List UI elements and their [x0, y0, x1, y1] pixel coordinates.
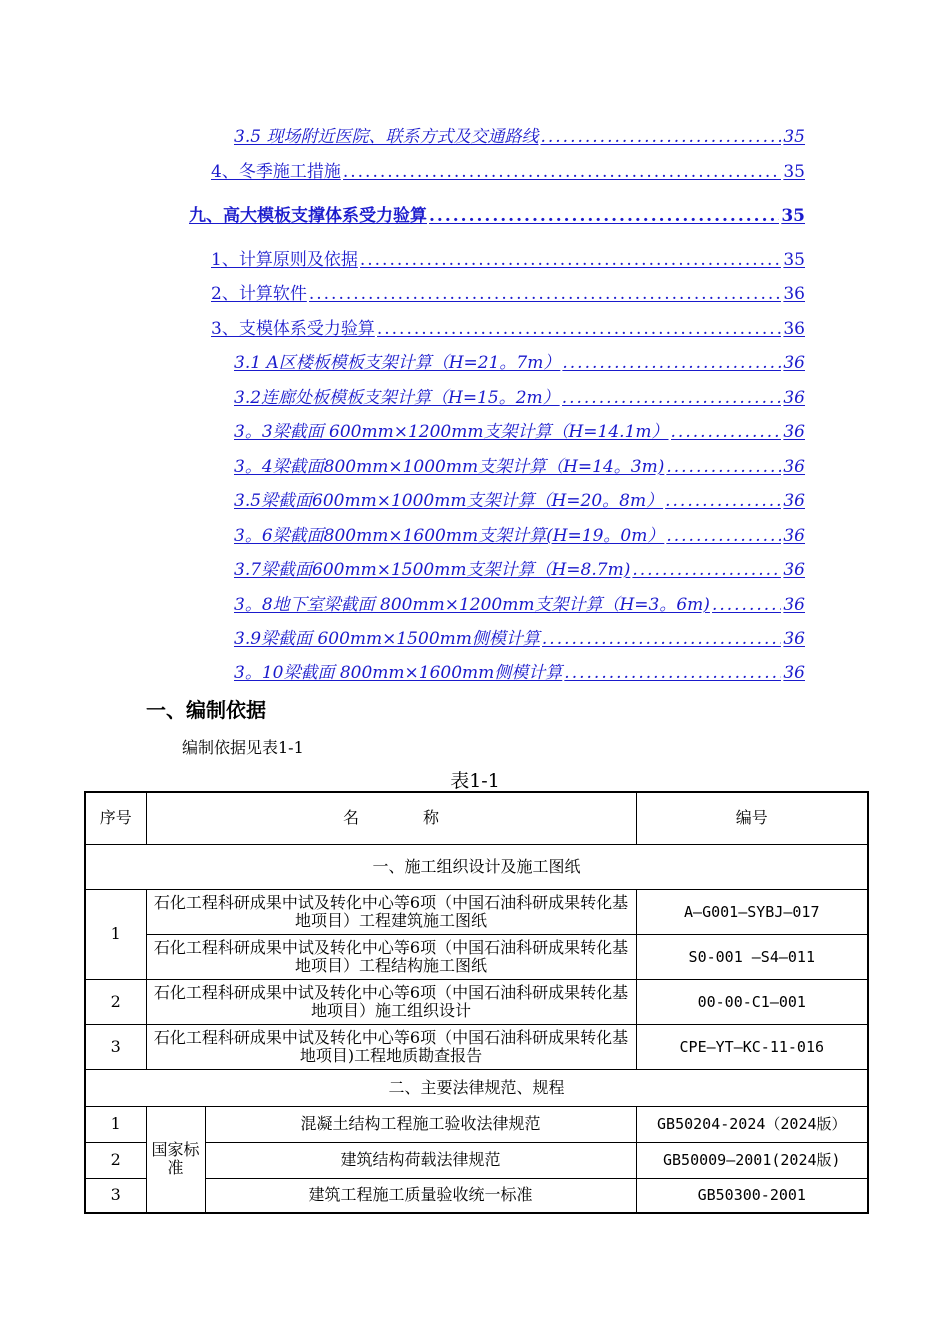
toc-leader [671, 421, 782, 443]
toc-entry[interactable] [234, 490, 805, 512]
toc-entry[interactable] [189, 205, 805, 227]
table-row [85, 979, 868, 1024]
header-name: 名 称 [146, 792, 636, 844]
toc-entry[interactable] [211, 318, 805, 340]
row-name: 石化工程科研成果中试及转化中心等6项（中国石油科研成果转化基地项目）工程结构施工图纸 [146, 934, 636, 979]
table-row [85, 934, 868, 979]
toc-entry-page: 36 [783, 526, 805, 546]
group-title: 一、施工组织设计及施工图纸 [85, 844, 868, 889]
toc-entry[interactable] [234, 387, 805, 409]
toc-entry[interactable] [211, 249, 805, 271]
toc-entry[interactable] [234, 559, 805, 581]
toc-leader [564, 662, 781, 684]
table-header-row [85, 792, 868, 844]
row-name: 石化工程科研成果中试及转化中心等6项（中国石油科研成果转化基地项目)工程地质勘查报告 [146, 1024, 636, 1069]
toc-leader [360, 249, 782, 271]
section-title: 一、编制依据 [146, 698, 266, 722]
toc-entry-page: 36 [783, 457, 805, 477]
table-caption: 表1-1 [450, 770, 500, 792]
row-code: 00-00-C1—001 [636, 979, 868, 1024]
toc-entry-label: 3.1 A区楼板模板支架计算（H=21。7m） [234, 353, 561, 373]
toc-leader [666, 525, 781, 547]
group-row [85, 1069, 868, 1106]
toc-entry-page: 36 [783, 284, 805, 304]
toc-entry-label: 1、计算原则及依据 [211, 250, 358, 270]
table-row [85, 889, 868, 934]
row-name: 建筑结构荷载法律规范 [205, 1142, 636, 1178]
toc-entry-page: 35 [783, 162, 805, 182]
toc-leader [309, 283, 782, 305]
toc-entry-label: 4、冬季施工措施 [211, 162, 341, 182]
row-name: 混凝土结构工程施工验收法律规范 [205, 1106, 636, 1142]
toc-entry-page: 36 [783, 319, 805, 339]
table-row [85, 1024, 868, 1069]
toc-leader [665, 490, 781, 512]
toc-entry-page: 35 [783, 250, 805, 270]
intro-text: 编制依据见表1-1 [182, 738, 304, 757]
toc-leader [712, 594, 781, 616]
toc-entry-label: 3。10梁截面 800mm×1600mm侧模计算 [234, 663, 563, 683]
table-row [85, 1106, 868, 1142]
toc-leader [562, 387, 782, 409]
row-no: 1 [85, 1106, 146, 1142]
row-no: 3 [85, 1024, 146, 1069]
toc-entry-page: 35 [783, 127, 805, 147]
row-name: 石化工程科研成果中试及转化中心等6项（中国石油科研成果转化基地项目）施工组织设计 [146, 979, 636, 1024]
toc-entry-page: 36 [783, 595, 805, 615]
toc-leader [542, 628, 781, 650]
toc-entry-label: 3、支模体系受力验算 [211, 319, 375, 339]
toc-entry-label: 3.5 现场附近医院、联系方式及交通路线 [234, 127, 539, 147]
toc-entry[interactable] [234, 352, 805, 374]
header-no: 序号 [85, 792, 146, 844]
header-code: 编号 [636, 792, 868, 844]
row-no: 3 [85, 1178, 146, 1213]
toc-entry[interactable] [211, 283, 805, 305]
toc-entry-page: 36 [783, 663, 805, 683]
toc-entry-label: 3.2连廊处板模板支架计算（H=15。2m） [234, 388, 560, 408]
row-no: 2 [85, 979, 146, 1024]
toc-entry-label: 3。3梁截面 600mm×1200mm支架计算（H=14.1m） [234, 422, 669, 442]
toc-entry[interactable] [234, 126, 805, 148]
toc-entry-label: 3.5梁截面600mm×1000mm支架计算（H=20。8m） [234, 491, 664, 511]
toc-entry-label: 3。4梁截面800mm×1000mm支架计算（H=14。3m) [234, 457, 665, 477]
toc-leader [343, 161, 782, 183]
row-code: GB50009—2001(2024版) [636, 1142, 868, 1178]
toc-entry[interactable] [234, 456, 805, 478]
toc-leader [540, 126, 781, 148]
row-name: 石化工程科研成果中试及转化中心等6项（中国石油科研成果转化基地项目）工程建筑施工图纸 [146, 889, 636, 934]
toc-entry[interactable] [234, 594, 805, 616]
toc-leader [377, 318, 782, 340]
toc-entry-label: 2、计算软件 [211, 284, 307, 304]
toc-leader [666, 456, 781, 478]
toc-entry-page: 36 [783, 560, 805, 580]
row-code: CPE—YT—KC-11-016 [636, 1024, 868, 1069]
toc-entry-page: 35 [781, 206, 805, 226]
group-title: 二、主要法律规范、规程 [85, 1069, 868, 1106]
row-code: S0-001 —S4—011 [636, 934, 868, 979]
toc-entry-label: 3.7梁截面600mm×1500mm支架计算（H=8.7m) [234, 560, 631, 580]
row-code: A—G001—SYBJ—017 [636, 889, 868, 934]
toc-entry-label: 3.9梁截面 600mm×1500mm侧模计算 [234, 629, 540, 649]
row-code: GB50204-2024（2024版） [636, 1106, 868, 1142]
row-no: 1 [85, 889, 146, 979]
toc-entry-page: 36 [783, 353, 805, 373]
toc-entry[interactable] [234, 421, 805, 443]
basis-table [84, 791, 869, 1214]
toc-leader [429, 205, 779, 227]
toc-entry-page: 36 [783, 388, 805, 408]
toc-entry-page: 36 [783, 422, 805, 442]
group-row [85, 844, 868, 889]
row-code: GB50300-2001 [636, 1178, 868, 1213]
toc-entry-label: 3。8地下室梁截面 800mm×1200mm支架计算（H=3。6m) [234, 595, 710, 615]
toc-entry-page: 36 [783, 491, 805, 511]
toc-entry[interactable] [234, 525, 805, 547]
toc-entry-label: 3。6梁截面800mm×1600mm支架计算(H=19。0m） [234, 526, 665, 546]
toc-leader [562, 352, 781, 374]
row-no: 2 [85, 1142, 146, 1178]
row-name: 建筑工程施工质量验收统一标准 [205, 1178, 636, 1213]
toc-entry-page: 36 [783, 629, 805, 649]
toc-entry[interactable] [234, 662, 805, 684]
toc-entry-label: 九、高大模板支撑体系受力验算 [189, 206, 427, 226]
toc-leader [632, 559, 781, 581]
row-category: 国家标准 [146, 1106, 205, 1213]
toc-entry[interactable] [234, 628, 805, 650]
toc-entry[interactable] [211, 161, 805, 183]
